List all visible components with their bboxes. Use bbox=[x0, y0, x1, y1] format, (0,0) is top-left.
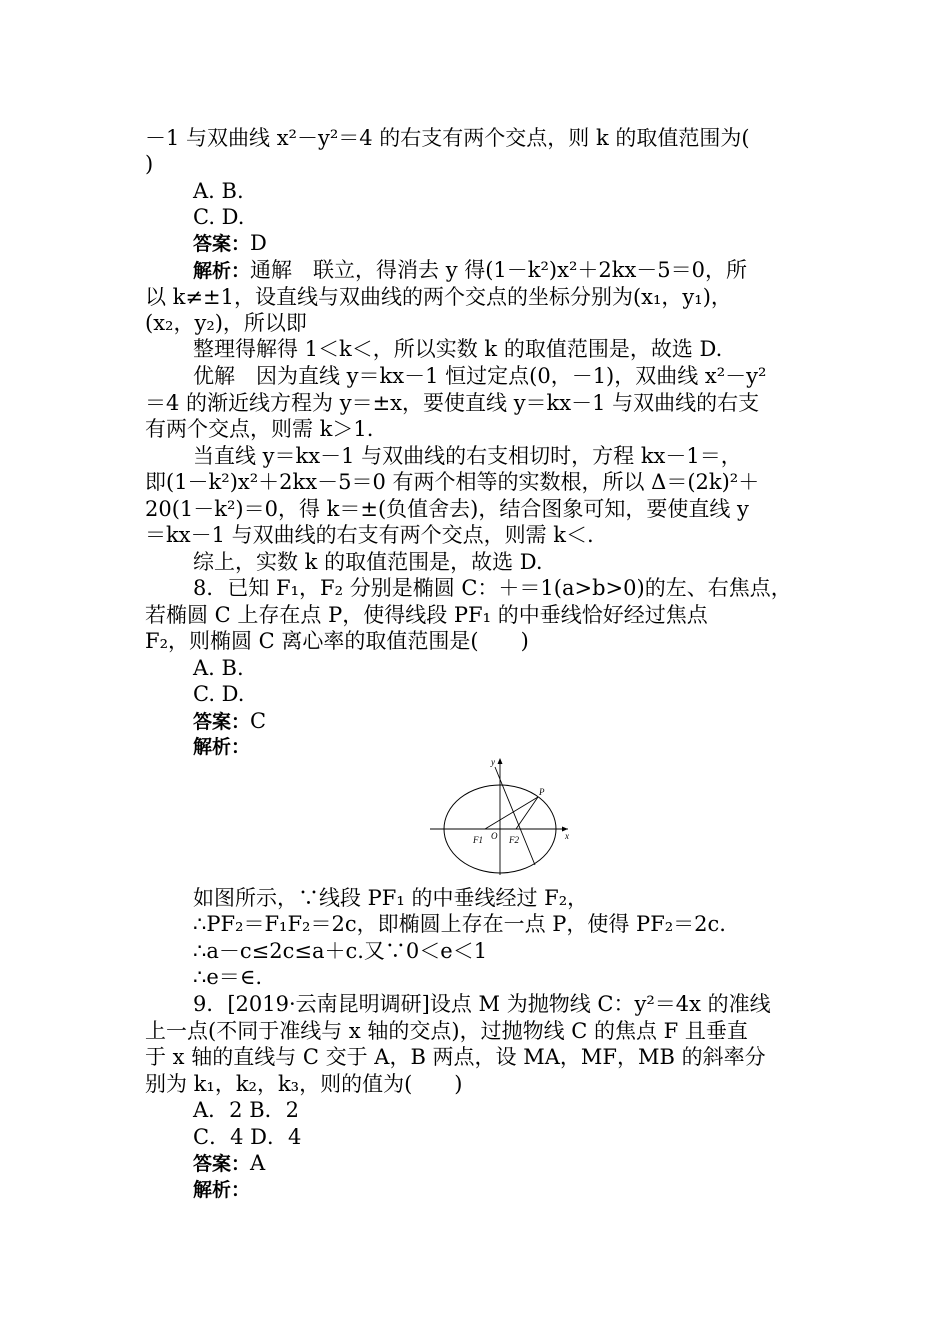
text-line: ∴PF₂＝F₁F₂＝2c，即椭圆上存在一点 P，使得 PF₂＝2c. bbox=[193, 912, 726, 936]
choice-line: C. D. bbox=[193, 205, 245, 229]
text-line: 有两个交点，则需 k＞1. bbox=[145, 417, 374, 441]
x-axis-label: x bbox=[565, 831, 569, 841]
ellipse-figure bbox=[425, 753, 575, 883]
choice-line: A. B. bbox=[193, 179, 244, 203]
text-line: 整理得解得 1＜k＜，所以实数 k 的取值范围是，故选 D. bbox=[193, 337, 723, 361]
analysis-line bbox=[193, 257, 858, 284]
answer-label: 答案： bbox=[193, 1153, 251, 1175]
choice-line: C. D. bbox=[193, 682, 245, 706]
text-line: ∴e＝∈. bbox=[193, 965, 263, 989]
answer-line bbox=[193, 1150, 858, 1177]
y-axis-label: y bbox=[491, 757, 495, 767]
text-line: 即(1－k²)x²＋2kx－5＝0 有两个相等的实数根，所以 Δ＝(2k)²＋ bbox=[145, 470, 760, 494]
answer-label: 答案： bbox=[193, 711, 251, 733]
text-line: 如图所示，∵线段 PF₁ 的中垂线经过 F₂， bbox=[193, 886, 589, 910]
choice-line: A．2 B．2 bbox=[193, 1098, 299, 1122]
text-line: 20(1－k²)＝0，得 k＝±(负值舍去)，结合图象可知，要使直线 y bbox=[145, 497, 749, 521]
text-line: 当直线 y＝kx－1 与双曲线的右支相切时，方程 kx－1＝， bbox=[193, 444, 742, 468]
question-line: 别为 k₁，k₂，k₃，则的值为( ) bbox=[145, 1072, 463, 1096]
analysis-label: 解析： bbox=[193, 736, 251, 758]
y-axis-arrow bbox=[498, 758, 503, 764]
segment-pf1 bbox=[485, 797, 538, 829]
question-line: F₂，则椭圆 C 离心率的取值范围是( ) bbox=[145, 629, 529, 653]
choice-line: A. B. bbox=[193, 656, 244, 680]
text-line: ＝4 的渐近线方程为 y＝±x，要使直线 y＝kx－1 与双曲线的右支 bbox=[145, 391, 760, 415]
origin-label: O bbox=[491, 831, 498, 841]
point-p-label: P bbox=[539, 787, 545, 797]
analysis-text: 通解 联立，得消去 y 得(1－k²)x²＋2kx－5＝0，所 bbox=[250, 258, 748, 282]
answer-line bbox=[193, 230, 858, 257]
question-line: 8．已知 F₁，F₂ 分别是椭圆 C：＋＝1(a>b>0)的左、右焦点， bbox=[193, 576, 792, 600]
focus-f1-label: F1 bbox=[473, 835, 483, 845]
text-line: －1 与双曲线 x²－y²＝4 的右支有两个交点，则 k 的取值范围为( bbox=[145, 126, 750, 150]
text-line: ∴a－c≤2c≤a＋c.又∵0＜e＜1 bbox=[193, 939, 488, 963]
choice-line: C．4 D．4 bbox=[193, 1125, 302, 1149]
answer-label: 答案： bbox=[193, 233, 251, 255]
question-line: 9．[2019·云南昆明调研]设点 M 为抛物线 C：y²＝4x 的准线 bbox=[193, 992, 771, 1016]
text-line: 综上，实数 k 的取值范围是，故选 D. bbox=[193, 550, 543, 574]
text-line: 以 k≠±1，设直线与双曲线的两个交点的坐标分别为(x₁，y₁)， bbox=[145, 285, 732, 309]
text-line: ) bbox=[145, 152, 154, 176]
analysis-label: 解析： bbox=[193, 260, 251, 282]
answer-value: C bbox=[250, 709, 267, 733]
question-line: 上一点(不同于准线与 x 轴的交点)，过抛物线 C 的焦点 F 且垂直 bbox=[145, 1019, 748, 1043]
text-line: ＝kx－1 与双曲线的右支有两个交点，则需 k＜. bbox=[145, 523, 594, 547]
analysis-label: 解析： bbox=[193, 1179, 251, 1201]
question-line: 于 x 轴的直线与 C 交于 A，B 两点，设 MA，MF，MB 的斜率分 bbox=[145, 1045, 766, 1069]
segment-pf2 bbox=[516, 797, 538, 829]
perpendicular-bisector bbox=[495, 767, 535, 865]
text-line: (x₂，y₂)，所以即 bbox=[145, 311, 307, 335]
answer-value: D bbox=[250, 231, 267, 255]
text-line: 优解 因为直线 y＝kx－1 恒过定点(0，－1)，双曲线 x²－y² bbox=[193, 364, 767, 388]
question-line: 若椭圆 C 上存在点 P，使得线段 PF₁ 的中垂线恰好经过焦点 bbox=[145, 603, 708, 627]
focus-f2-label: F2 bbox=[509, 835, 519, 845]
answer-value: A bbox=[250, 1151, 266, 1175]
answer-line bbox=[193, 708, 858, 735]
